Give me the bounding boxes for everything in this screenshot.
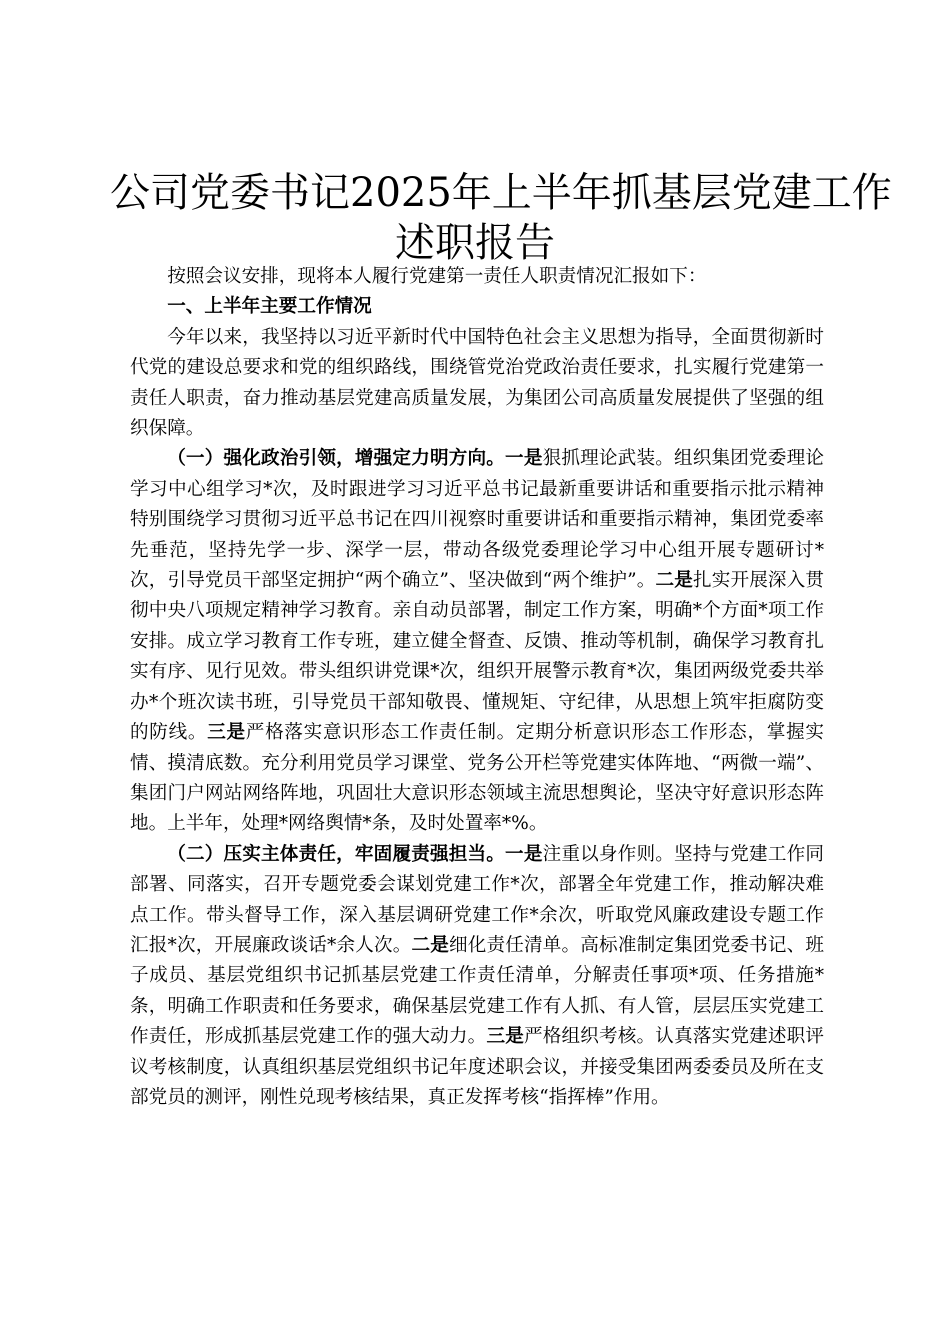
part1-keyword-1: 一是	[505, 448, 543, 470]
part2-keyword-2: 二是	[411, 934, 450, 956]
part2-keyword-1: 一是	[505, 843, 543, 865]
document-body	[130, 262, 824, 1113]
title-line-1: 公司党委书记2025年上半年抓基层党建工作	[110, 170, 892, 216]
part1-paragraph	[130, 444, 824, 839]
part2-paragraph	[130, 840, 824, 1114]
part1-text-2: 扎实开展深入贯彻中央八项规定精神学习教育。亲自动员部署，制定工作方案，明确*个方面*项工作安排。成立学习教育工作专班，建立健全督查、反馈、推动等机制，确保学习教育扎实有序、见行见效。带头组织讲党课*次，组织开展警示教育*次，集团两级党委共举办*个班次读书班，引导党员干部知敬畏、懂规矩、守纪律，从思想上筑牢拒腐防变的防线。	[130, 570, 824, 744]
document-title	[110, 168, 892, 268]
section-heading-1: 一、上半年主要工作情况	[167, 296, 372, 318]
part2-keyword-3: 三是	[486, 1026, 524, 1048]
part1-keyword-2: 二是	[655, 570, 694, 592]
part2-text-3: 严格组织考核。认真落实党建述职评议考核制度，认真组织基层党组织书记年度述职会议，并接受集团两委委员及所在支部党员的测评，刚性兑现考核结果，真正发挥考核“指挥棒”作用。	[130, 1026, 824, 1108]
part2-text-2: 细化责任清单。高标准制定集团党委书记、班子成员、基层党组织书记抓基层党建工作责任清单，分解责任事项*项、任务措施*条，明确工作职责和任务要求，确保基层党建工作有人抓、有人管，层层压实党建工作责任，形成抓基层党建工作的强大动力。	[130, 934, 824, 1048]
part2-text-1: 注重以身作则。坚持与党建工作同部署、同落实，召开专题党委会谋划党建工作*次，部署全年党建工作，推动解决难点工作。带头督导工作，深入基层调研党建工作*余次，听取党风廉政建设专题工作汇报*次，开展廉政谈话*余人次。	[130, 843, 824, 956]
part1-keyword-3: 三是	[207, 722, 246, 744]
part1-text-1: 狠抓理论武装。组织集团党委理论学习中心组学习*次，及时跟进学习习近平总书记最新重要讲话和重要指示批示精神特别围绕学习贯彻习近平总书记在四川视察时重要讲话和重要指示精神，集团党委率先垂范，坚持先学一步、深学一层，带动各级党委理论学习中心组开展专题研讨*次，引导党员干部坚定拥护“两个确立”、坚决做到“两个维护”。	[130, 448, 824, 592]
intro-paragraph: 按照会议安排，现将本人履行党建第一责任人职责情况汇报如下：	[167, 266, 707, 287]
title-line-2: 述职报告	[395, 220, 555, 266]
section1-intro-paragraph: 今年以来，我坚持以习近平新时代中国特色社会主义思想为指导，全面贯彻新时代党的建设总要求和党的组织路线，围绕管党治党政治责任要求，扎实履行党建第一责任人职责，奋力推动基层党建高质量发展，为集团公司高质量发展提供了坚强的组织保障。	[130, 326, 824, 440]
part1-text-3: 严格落实意识形态工作责任制。定期分析意识形态工作形态，掌握实情、摸清底数。充分利用党员学习课堂、党务公开栏等党建实体阵地、“两微一端”、集团门户网站网络阵地，巩固壮大意识形态领域主流思想舆论，坚决守好意识形态阵地。上半年，处理*网络舆情*条，及时处置率*%。	[130, 722, 824, 835]
part1-heading: （一）强化政治引领，增强定力明方向。	[167, 448, 506, 470]
part2-heading: （二）压实主体责任，牢固履责强担当。	[167, 843, 506, 865]
